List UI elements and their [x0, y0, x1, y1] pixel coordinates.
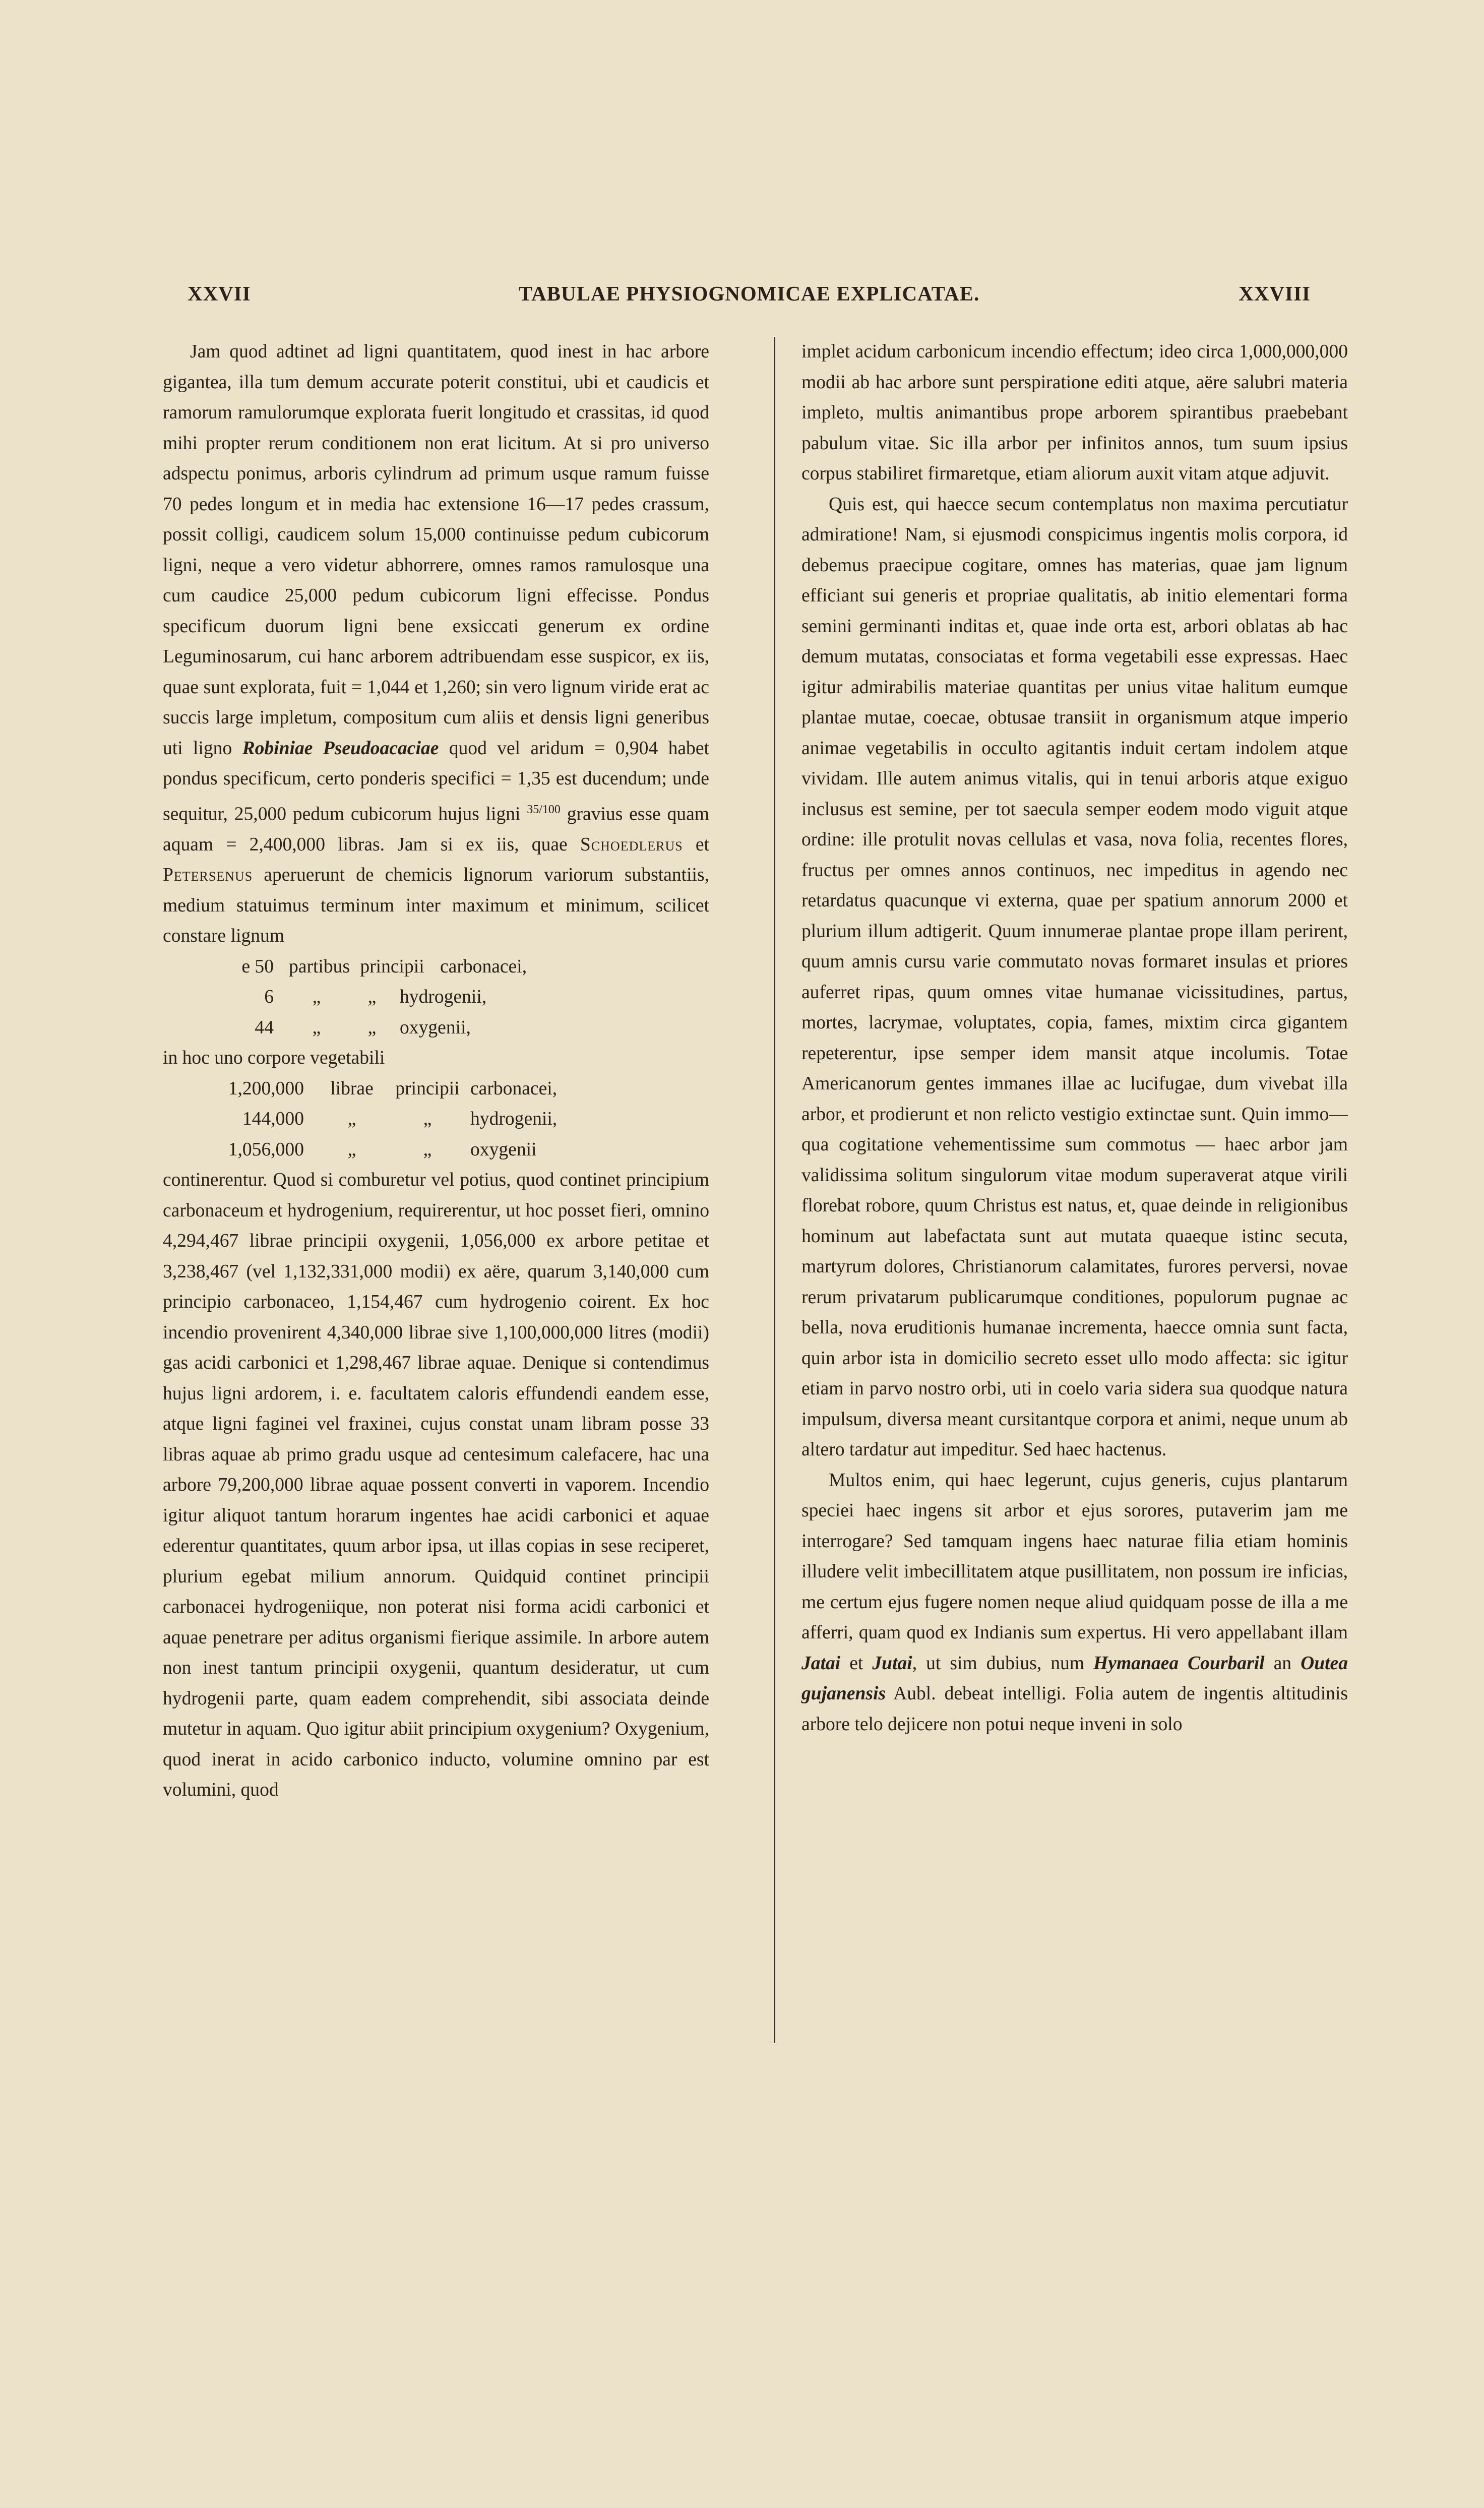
species-name: Hymanaea Courbaril — [1093, 1653, 1265, 1674]
author-name: Petersenus — [163, 865, 253, 886]
page-number-right: XXVIII — [1239, 282, 1311, 305]
list-item: 1,056,000 „ „ oxygenii — [228, 1139, 537, 1160]
paragraph: in hoc uno corpore vegetabili — [163, 1048, 385, 1069]
right-column — [801, 337, 1348, 1740]
paragraph: Jam quod adtinet ad ligni quantitatem, quod inest in hac arbore gigantea, illa tum demum accurate poterit constitui, ubi et caudicis et ramorum ramulorumque explorata fuerit longitudo et crassitas, id quod mihi propter rerum conditionem non erat licitum. At si pro universo adspectu ponimus, arboris cylindrum ad primum usque ramum fuisse 70 pedes longum et in media hac extensione 16—17 pedes crassum, possit colligi, caudicem solum 15,000 continuisse pedum cubicorum ligni, neque a vero videtur abhorrere, omnes ramos ramulosque una cum caudice 25,000 pedum cubicorum ligni effecisse. Pondus specificum duorum ligni bene exsiccati generum ex ordine Leguminosarum, cui hanc arborem adtribuendam esse suspicor, ex iis, quae sunt explorata, fuit = 1,044 et 1,260; sin vero lignum viride erat ac succis large impletum, compositum cum aliis et densis ligni generibus uti ligno Robiniae Pseudoacaciae quod vel aridum = 0,904 habet pondus specificum, certo ponderis specifici = 1,35 est ducendum; unde sequitur, 25,000 pedum cubicorum hujus ligni $^{35/100}$ gravius esse quam aquam = 2,400,000 libras. Jam si ex iis, quae Schoedlerus et Petersenus aperuerunt de chemicis lignorum variorum substantiis, medium statuimus terminum inter maximum et minimum, scilicet constare lignum — [163, 341, 709, 947]
plant-name: Jutai — [872, 1653, 912, 1674]
column-divider — [774, 337, 775, 2043]
paragraph: Multos enim, qui haec legerunt, cujus generis, cujus plantarum speciei haec ingens sit arbor et ejus sorores, putaverim jam me interrogare? Sed tamquam ingens haec naturae filia etiam hominis illudere velit imbecillitatem atque pusillitatem, non possum ire inficias, me certum ejus fugere nomen neque aliud quidquam posse de illa a me afferri, quam quod ex Indianis sum expertus. Hi vero appellabant illam Jatai et Jutai, ut sim dubius, num Hymanaea Courbaril an Outea gujanensis Aubl. debeat intelligi. Folia autem de ingentis altitudinis arbore telo dejicere non potui neque inveni in solo — [801, 1470, 1348, 1735]
paragraph: Quis est, qui haecce secum contemplatus non maxima percutiatur admiratione! Nam, si ejusmodi conspicimus ingentis molis corpora, id debemus praecipue cogitare, omnes has materias, quae jam lignum efficiant sui generis et propriae qualitatis, ab initio elementari forma semini germinanti inditas et, quae inde orta est, arbori oblatas ab hac demum mutatas, consociatas et forma vegetabili esse expressas. Haec igitur admirabilis materiae quantitas per unius vitae halitum eumque plantae mutae, coecae, obtusae transiit in organismum atque imperio animae vegetabilis in occulto agitantis induit certam indolem atque vividam. Ille autem animus vitalis, qui in tenui arboris atque exiguo inclusus est semine, per tot saecula semper eodem modo viguit atque ordine: ille protulit novas cellulas et vasa, nova folia, recentes flores, fructus per omnes annos continuos, nec impeditus in agendo nec retardatus quacunque vi externa, quae per spatium annorum 2000 et plurium illum adtigerit. Quum innumerae plantae prope illam perirent, quum amnis cursu varie commutato novas formaret insulas et priores auferret ripas, quum omnes vitae humanae vicissitudines, partus, mortes, lacrymae, voluptates, copia, fames, mixtim circa gigantem repeterentur, ipse semper idem mansit atque incolumis. Totae Americanorum gentes immanes illae ac lucifugae, dum vivebat illa arbor, et prodierunt et non relicto vestigio extinctae sunt. Quin immo—qua cogitatione vehementissime sum commotus — haec arbor jam validissima solitum singulorum vitae modum superaverat atque virili florebat robore, quum Christus est natus, et, quae deinde in religionibus hominum aut labefactata sunt aut mutata quaeque istinc secuta, martyrum dolores, Christianorum calamitates, furores perversi, novae rerum privatarum publicarumque conditiones, populorum pugnae ac bella, nova eruditionis humanae incrementa, haecce omnia sunt facta, quin arbor ista in domicilio secreto esset ullo modo affecta: sic igitur etiam in parvo nostro orbi, uti in coelo varia sidera sua quodque natura impulsum, diversa meant cursitantque corpora et animi, neque unum ab altero tardatur aut impeditur. Sed haec hactenus. — [801, 494, 1348, 1460]
plant-name: Jatai — [801, 1653, 841, 1674]
list-item: 144,000 „ „ hydrogenii, — [242, 1109, 558, 1130]
page-number-left: XXVII — [188, 282, 251, 305]
species-name: Robiniae Pseudoacaciae — [242, 738, 439, 759]
list-item: e 50 partibus principii carbonacei, — [241, 956, 527, 977]
quantity-list — [163, 1074, 709, 1166]
page-title: TABULAE PHYSIOGNOMICAE EXPLICATAE. — [518, 282, 980, 305]
list-item: 44 „ „ oxygenii, — [255, 1017, 471, 1038]
paragraph: continerentur. Quod si comburetur vel potius, quod continet principium carbonaceum et hydrogenium, requirerentur, ut hoc posset fieri, omnino 4,294,467 librae principii oxygenii, 1,056,000 ex arbore petitae et 3,238,467 (vel 1,132,331,000 modii) ex aëre, quarum 3,140,000 cum principio carbonaceo, 1,154,467 cum hydrogenio coirent. Ex hoc incendio provenirent 4,340,000 librae sive 1,100,000,000 litres (modii) gas acidi carbonici et 1,298,467 librae aquae. Denique si contendimus hujus ligni ardorem, i. e. facultatem caloris effundendi eandem esse, atque ligni faginei vel fraxinei, cujus constat unam libram posse 33 libras aquae ab primo gradu usque ad centesimum calefacere, hac una arbore 79,200,000 librae aquae possent converti in vaporem. Incendio igitur aliquot tantum horarum ingentes hae acidi carbonici et aquae ederentur quantitates, quum arbor ipsa, ut illas copias in sese reciperet, plurium egebat milium annorum. Quidquid continet principii carbonacei hydrogeniique, non poterat nisi forma acidi carbonici et aquae penetrare per aditus organismi fierique assimile. In arbore autem non inest tantum principii oxygenii, quantum desideratur, ut cum hydrogenii parte, quam eadem comprehendit, sibi associata deinde mutetur in aquam. Quo igitur abiit principium oxygenium? Oxygenium, quod inerat in acido carbonico inducto, volumine omnino par est volumini, quod — [163, 1170, 709, 1801]
list-item: 6 „ „ hydrogenii, — [264, 987, 487, 1008]
species-name: Outea gujanensis — [801, 1653, 1348, 1704]
paragraph: implet acidum carbonicum incendio effectum; ideo circa 1,000,000,000 modii ab hac arbore sunt perspiratione editi atque, aëre salubri materia impleto, multis animantibus prope arborem spirantibus praebebant pabulum vitae. Sic illa arbor per infinitos annos, tum suum ipsius corpus stabiliret firmaretque, etiam aliorum auxit vitam atque adjuvit. — [801, 341, 1348, 484]
list-item: 1,200,000 librae principii carbonacei, — [228, 1078, 558, 1099]
left-column — [163, 337, 709, 1806]
running-header — [188, 281, 1311, 312]
composition-list — [163, 952, 709, 1044]
fraction: 35/100 — [527, 803, 561, 816]
author-name: Schoedlerus — [580, 834, 683, 855]
